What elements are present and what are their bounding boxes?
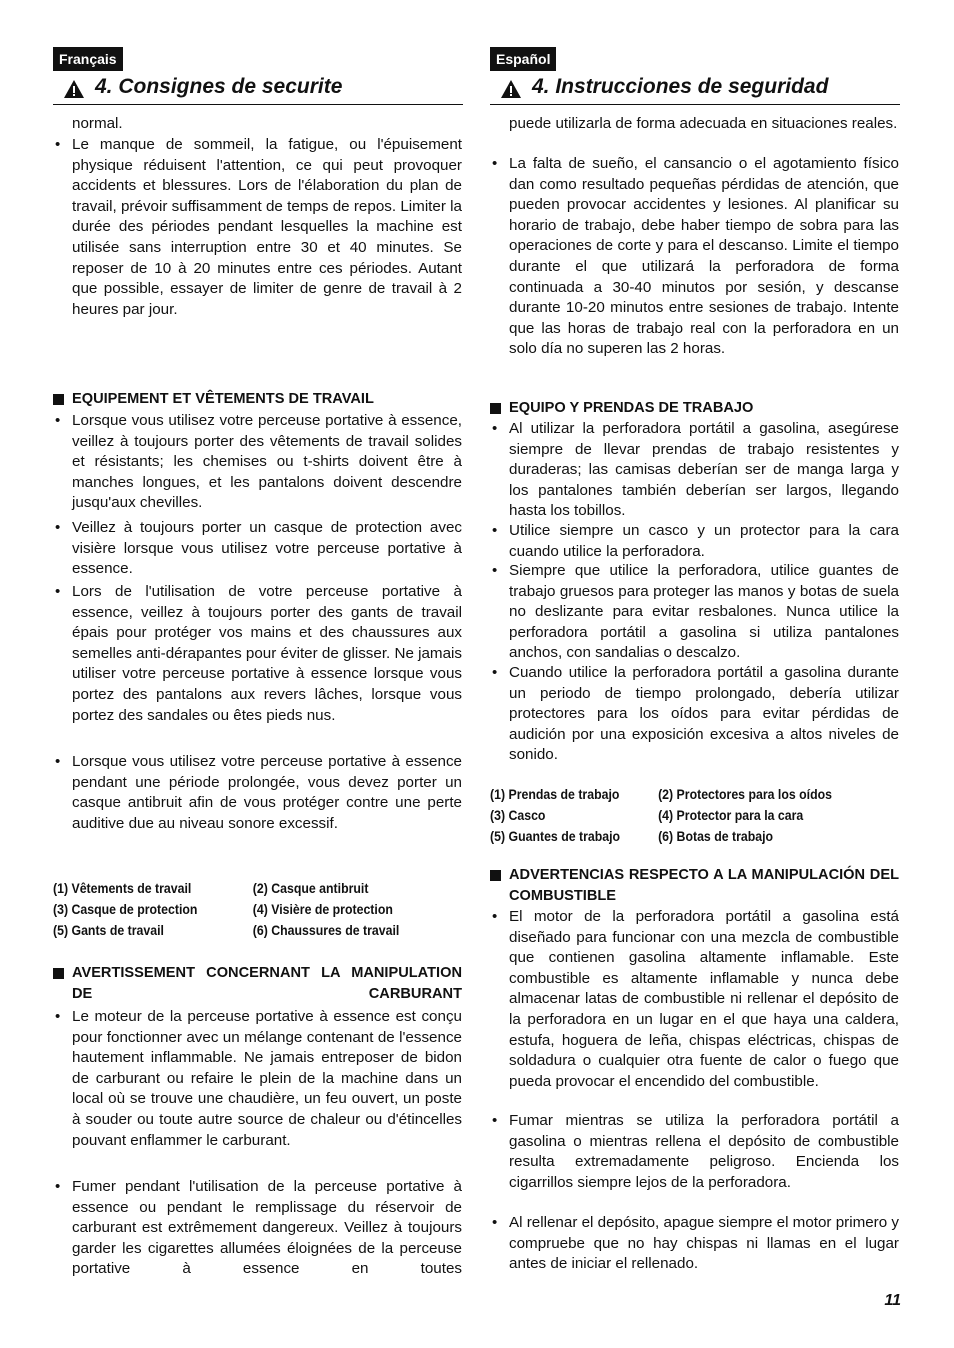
list-item-text: Lorsque vous utilisez votre perceuse portative à essence, veillez à toujours porter des vêtements de travail solides et résistants; les chemises ou t-shirts doivent être à manches longues, et les pantalons doivent descendre jusqu'aux chevilles. [72, 412, 462, 512]
language-tag-french: Français [53, 47, 123, 71]
legend-item: (2) Casque antibruit [252, 880, 369, 896]
section-header-spanish [490, 74, 900, 105]
bullet-icon: • [55, 1178, 61, 1195]
subsection-heading-text: AVERTISSEMENT CONCERNANT LA MANIPULATION DE CARBURANT [72, 965, 462, 1002]
legend-item: (4) Protector para la cara [658, 807, 804, 823]
bullet-icon: • [55, 519, 61, 536]
paragraph: puede utilizarla de forma adecuada en situaciones reales. [509, 115, 898, 132]
legend-item: (2) Protectores para los oídos [658, 786, 832, 802]
bullet-icon: • [492, 1214, 498, 1231]
list-item-text: La falta de sueño, el cansancio o el agotamiento físico dan como resultado pequeñas pérdidas de atención, que pueden provocar accidentes y lesiones. Al planificar su horario de trabajo, debe haber tiempo de sobra para las operaciones de corte y para el descanso. Limite el tiempo durante el que utilizará la perforadora de forma continuada a 30-40 minutos por sesión, y descanse durante 10-20 minutos entre sesiones de trabajo. Intente que las horas de trabajo real con la perforadora en un solo día no superen las 2 horas. [509, 155, 899, 358]
list-item-text: Lors de l'utilisation de votre perceuse portative à essence, veillez à toujours porter des gants de travail épais pour protéger vos mains et des chaussures aux semelles anti-dérapantes pour éviter de glisser. Ne jamais utiliser votre perceuse portative à essence lorsque vous portez des pantalons aux revers lâches, lorsque vous portez des sandales ou êtes pieds nus. [72, 583, 463, 724]
legend-item: (6) Chaussures de travail [252, 922, 400, 938]
bullet-icon: • [55, 1008, 61, 1025]
legend-item: (3) Casco [490, 807, 546, 823]
legend-item: (6) Botas de trabajo [658, 828, 774, 844]
list-item-text: Fumar mientras se utiliza la perforadora portátil a gasolina o mientras rellena el depósito de combustible resulta extremadamente peligroso. Encienda los cigarrillos siempre lejos de la perforadora. [509, 1112, 899, 1191]
bullet-icon: • [55, 583, 61, 600]
list-item-text: Al utilizar la perforadora portátil a gasolina, asegúrese siempre de llevar prendas de trabajo resistentes y duraderas; las camisas deberían ser de manga larga y los pantalones también deberían ser largos, llegando hasta los tobillos. [509, 420, 899, 520]
square-bullet-icon [53, 968, 64, 979]
section-title: 4. Consignes de securite [95, 75, 343, 98]
subsection-heading-text: ADVERTENCIAS RESPECTO A LA MANIPULACIÓN DEL COMBUSTIBLE [509, 867, 899, 904]
legend-item: (1) Prendas de trabajo [490, 786, 620, 802]
bullet-icon: • [492, 562, 498, 579]
legend-item: (1) Vêtements de travail [53, 880, 192, 896]
bullet-icon: • [492, 908, 498, 925]
subsection-heading-text: EQUIPEMENT ET VÊTEMENTS DE TRAVAIL [72, 391, 374, 407]
list-item-text: Utilice siempre un casco y un protector para la cara cuando utilice la perforadora. [509, 522, 899, 560]
section-title: 4. Instrucciones de seguridad [532, 75, 829, 98]
legend-item: (5) Gants de travail [53, 922, 164, 938]
language-tag-spanish: Español [490, 47, 556, 71]
subsection-heading-text: EQUIPO Y PRENDAS DE TRABAJO [509, 400, 754, 416]
list-item-text: Le moteur de la perceuse portative à essence est conçu pour fonctionner avec un mélange contenant de l'essence hautement inflammable. Ne jamais entreposer de bidon de carburant ou refaire le plein de la machine dans un local où se trouve une chaudière, un feu ouvert, un poste à souder ou toute autre source de chaleur ou d'étincelles pouvant enflammer le carburant. [72, 1008, 462, 1149]
warning-icon [63, 79, 85, 99]
list-item-text: Lorsque vous utilisez votre perceuse portative à essence pendant une période prolongée, vous devez porter un casque antibruit afin de vous protéger contre une perte auditive due au niveau sonore excessif. [72, 753, 462, 832]
bullet-icon: • [492, 420, 498, 437]
square-bullet-icon [490, 870, 501, 881]
paragraph: normal. [72, 115, 123, 132]
list-item-text: Siempre que utilice la perforadora, utilice guantes de trabajo gruesos para proteger las manos y botas de suela no deslizante para evitar resbalones. Nunca utilice la perforadora portátil a gasolina si utiliza pantalones anchos, con sandalias o descalzo. [509, 562, 899, 662]
list-item-text: Veillez à toujours porter un casque de protection avec visière lorsque vous utilisez votre perceuse portative à essence. [72, 519, 462, 578]
square-bullet-icon [490, 403, 501, 414]
list-item-text: El motor de la perforadora portátil a gasolina está diseñado para funcionar con una mezcla de combustible que contienen gasolina altamente inflamable. Este combustible es altamente inflamable y nunca debe almacenar latas de combustible ni rellenar el depósito de la perforadora en un lugar en el que haya una caldera, estufa, hoguera de leña, chispas eléctricas, chispas de soldadura o cualquier otra fuente de calor o fuego que pueda provocar el encendido del combustible. [509, 908, 899, 1090]
bullet-icon: • [492, 522, 498, 539]
bullet-icon: • [492, 155, 498, 172]
list-item-text: Le manque de sommeil, la fatigue, ou l'épuisement physique réduisent l'attention, ce qui peut provoquer accidents et blessures. Lors de l'élaboration du plan de travail, prévoir suffisamment de temps de repos. Limiter la durée des périodes pendant lesquelles la machine est utilisée sans interruption entre 30 et 40 minutes. Se reposer de 10 à 20 minutes entre ces périodes. Autant que possible, essayer de limiter de genre de travail à 2 heures par jour. [72, 136, 462, 318]
legend-item: (5) Guantes de trabajo [490, 828, 621, 844]
square-bullet-icon [53, 394, 64, 405]
bullet-icon: • [55, 136, 61, 153]
bullet-icon: • [492, 1112, 498, 1129]
section-header-french [53, 74, 463, 105]
list-item-text: Fumer pendant l'utilisation de la perceuse portative à essence ou pendant le remplissage du réservoir de carburant est extrêmement dangereux. Veillez à toujours garder les cigarettes allumées éloignées de la perceuse portative à essence en toutes [72, 1178, 462, 1278]
legend-item: (4) Visière de protection [252, 901, 393, 917]
warning-icon [500, 79, 522, 99]
bullet-icon: • [492, 664, 498, 681]
page-number: 11 [884, 1292, 901, 1309]
bullet-icon: • [55, 753, 61, 770]
list-item-text: Cuando utilice la perforadora portátil a gasolina durante un periodo de tiempo prolongado, debería utilizar protectores para los oídos para evitar pérdidas de audición por una exposición excesiva a altos niveles de sonido. [509, 664, 899, 764]
legend-item: (3) Casque de protection [53, 901, 198, 917]
bullet-icon: • [55, 412, 61, 429]
list-item-text: Al rellenar el depósito, apague siempre el motor primero y compruebe que no hay chispas ni llamas en el lugar antes de iniciar el rellenado. [509, 1214, 900, 1273]
